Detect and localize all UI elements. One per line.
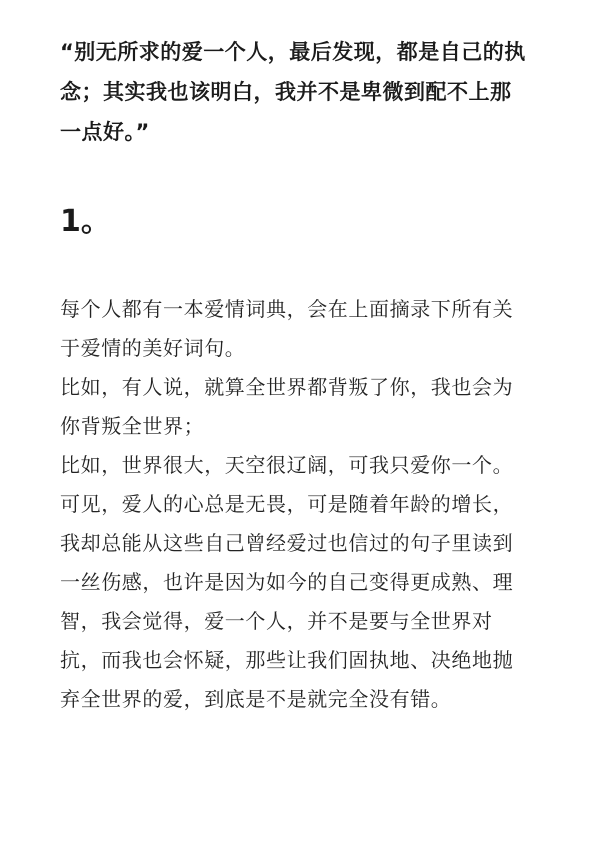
body-paragraph: 每个人都有一本爱情词典，会在上面摘录下所有关于爱情的美好词句。: [60, 297, 514, 360]
section-heading: 1。: [60, 204, 111, 239]
article-body: [60, 290, 530, 719]
pull-quote: “别无所求的爱一个人，最后发现，都是自己的执念；其实我也该明白，我并不是卑微到配不上那一点好。”: [60, 40, 526, 144]
body-paragraph: 比如，世界很大，天空很辽阔，可我只爱你一个。: [60, 453, 514, 477]
body-paragraph: 比如，有人说，就算全世界都背叛了你，我也会为你背叛全世界；: [60, 375, 514, 438]
body-paragraph: 可见，爱人的心总是无畏，可是随着年龄的增长，我却总能从这些自己曾经爱过也信过的句子里读到一丝伤感，也许是因为如今的自己变得更成熟、理智，我会觉得，爱一个人，并不是要与全世界对抗，而我也会怀疑，那些让我们固执地、决绝地抛弃全世界的爱，到底是不是就完全没有错。: [60, 492, 514, 711]
